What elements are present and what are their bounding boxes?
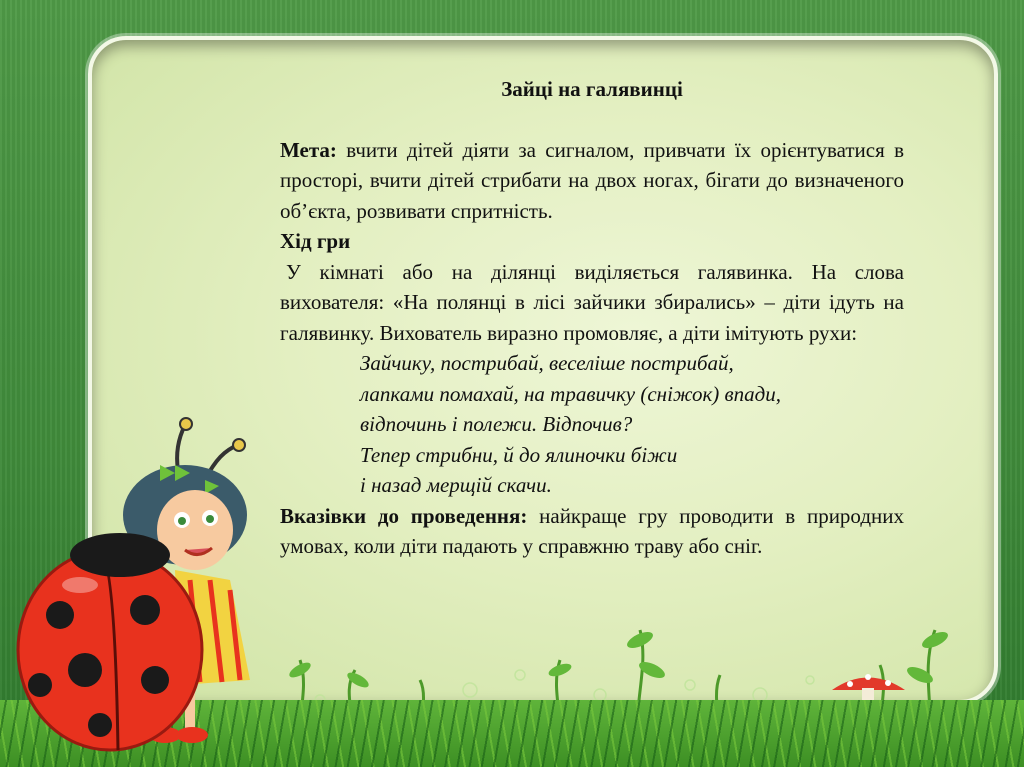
instructions-paragraph bbox=[280, 501, 904, 562]
verse-line: Зайчику, пострибай, веселіше пострибай, bbox=[360, 351, 734, 375]
ladybug-girl-illustration bbox=[0, 410, 260, 760]
slide-title: Зайці на галявинці bbox=[501, 77, 683, 101]
instructions-label: Вказівки до проведення: bbox=[280, 503, 528, 528]
goal-paragraph bbox=[280, 135, 904, 227]
verse-line: і назад мерщій скачи. bbox=[360, 473, 552, 497]
verse-line: Тепер стрибни, й до ялиночки біжи bbox=[360, 442, 678, 467]
progress-text: У кімнаті або на ділянці виділяється галявинка. На слова вихователя: «На полянці в лісі зайчики збирались» – діти ідуть на галявинку. Вихователь виразно промовляє, а діти імітують рухи: bbox=[280, 259, 904, 345]
instructions-text: найкраще гру проводити в природних умовах, коли діти падають у справжню траву або сніг. bbox=[280, 503, 904, 558]
verse-line: відпочинь і полежи. Відпочив? bbox=[360, 412, 633, 436]
progress-heading: Хід гри bbox=[280, 229, 351, 253]
goal-text: вчити дітей діяти за сигналом, привчати їх орієнтуватися в просторі, вчити дітей стрибати на двох ногах, бігати до визначеного об’єкта, розвивати спритність. bbox=[280, 137, 904, 223]
verse-line: лапками помахай, на травичку (сніжок) впади, bbox=[360, 381, 782, 406]
slide-content bbox=[280, 74, 904, 562]
goal-label: Мета: bbox=[280, 137, 337, 162]
